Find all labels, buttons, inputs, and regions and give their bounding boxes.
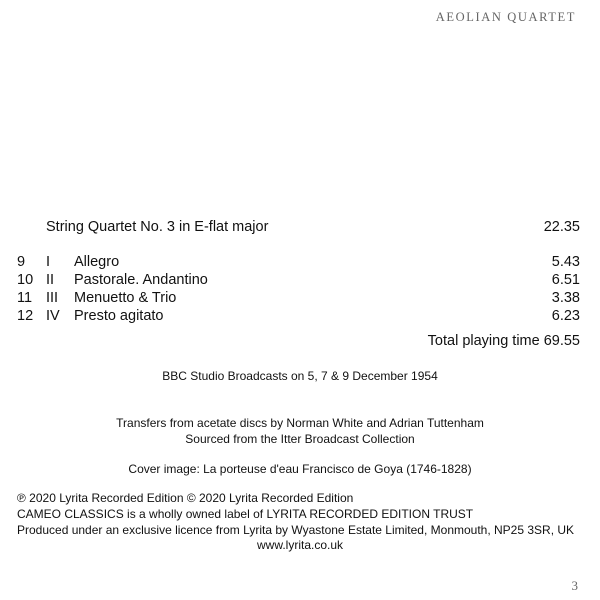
website-link[interactable]: www.lyrita.co.uk (256, 538, 344, 552)
work-title: String Quartet No. 3 in E-flat major (46, 219, 269, 235)
work-heading (46, 219, 580, 235)
movement-number: II (46, 272, 55, 288)
track-duration: 5.43 (551, 254, 580, 270)
track-row (0, 253, 580, 271)
cover-image-note: Cover image: La porteuse d'eau Francisco de Goya (1746-1828) (128, 462, 472, 476)
track-number: 11 (17, 290, 33, 306)
movement-number: IV (46, 308, 60, 324)
page-number: 3 (571, 578, 578, 593)
track-title: Presto agitato (74, 308, 164, 324)
track-duration: 3.38 (551, 290, 580, 306)
track-title: Pastorale. Andantino (74, 272, 208, 288)
track-duration: 6.23 (551, 308, 580, 324)
ensemble-header: AEOLIAN QUARTET (435, 10, 576, 24)
track-duration: 6.51 (551, 272, 580, 288)
track-title: Allegro (74, 254, 120, 270)
track-number: 10 (17, 272, 34, 288)
movement-number: III (46, 290, 59, 306)
track-row (0, 271, 580, 289)
credits-block (17, 490, 574, 538)
track-number: 9 (17, 254, 26, 270)
transfers-note: Transfers from acetate discs by Norman White and Adrian Tuttenham (116, 416, 484, 430)
track-row (0, 289, 580, 307)
work-duration: 22.35 (543, 219, 580, 235)
licence-line: Produced under an exclusive licence from Lyrita by Wyastone Estate Limited, Monmouth, NP25 3SR, UK (17, 523, 575, 537)
label-line: CAMEO CLASSICS is a wholly owned label of LYRITA RECORDED EDITION TRUST (17, 507, 474, 521)
movement-number: I (46, 254, 51, 270)
broadcast-note: BBC Studio Broadcasts on 5, 7 & 9 December 1954 (162, 369, 438, 383)
sourced-note: Sourced from the Itter Broadcast Collection (185, 432, 415, 446)
track-title: Menuetto & Trio (74, 290, 177, 306)
track-list (0, 253, 580, 325)
track-number: 12 (17, 308, 34, 324)
copyright-line: ℗ 2020 Lyrita Recorded Edition © 2020 Lyrita Recorded Edition (17, 491, 354, 505)
track-row (0, 307, 580, 325)
total-playing-time: Total playing time 69.55 (427, 333, 580, 349)
